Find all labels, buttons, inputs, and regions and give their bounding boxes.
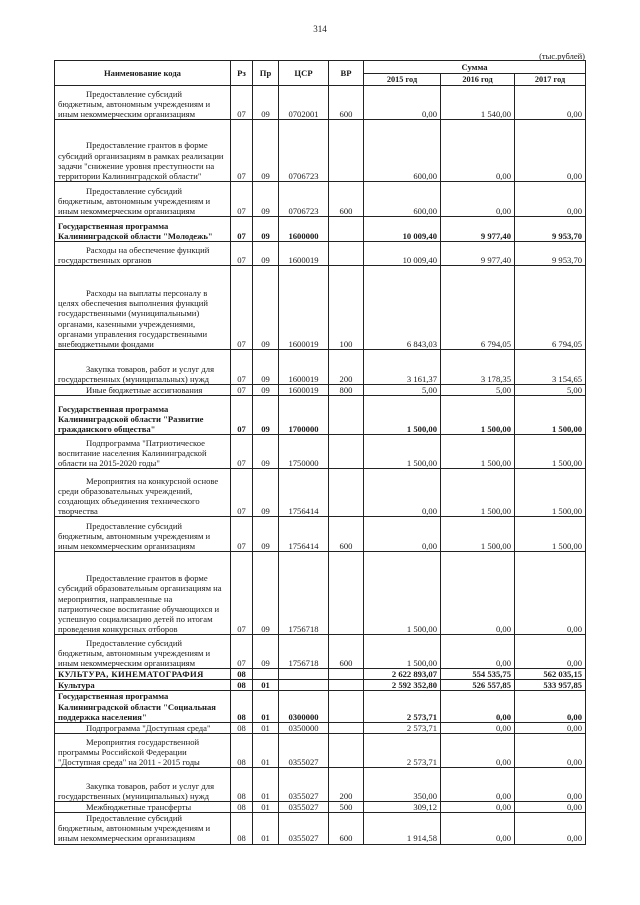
cell-vr: [329, 733, 364, 767]
cell-name: Закупка товаров, работ и услуг для государственных (муниципальных) нужд: [55, 350, 231, 385]
cell-pr: 09: [253, 120, 279, 182]
table-row: [55, 350, 586, 385]
cell-rz: 07: [231, 242, 253, 266]
cell-y2016: 526 557,85: [441, 680, 515, 691]
header-rz: Рз: [231, 61, 253, 86]
cell-csr: 1756718: [279, 552, 329, 635]
cell-y2016: 0,00: [441, 722, 515, 733]
cell-y2017: 1 500,00: [515, 396, 586, 435]
cell-pr: 09: [253, 435, 279, 469]
cell-y2017: 9 953,70: [515, 217, 586, 242]
cell-rz: 07: [231, 635, 253, 669]
cell-name: Предоставление грантов в форме субсидий организациям в рамках реализации задачи "снижение уровня преступности на территории Калининградской области": [55, 120, 231, 182]
header-2017: 2017 год: [515, 74, 586, 86]
cell-y2015: 0,00: [364, 517, 441, 552]
cell-rz: 08: [231, 691, 253, 722]
header-vr: ВР: [329, 61, 364, 86]
cell-vr: [329, 217, 364, 242]
cell-vr: [329, 691, 364, 722]
cell-pr: 01: [253, 767, 279, 801]
cell-y2017: 0,00: [515, 552, 586, 635]
cell-pr: 09: [253, 635, 279, 669]
cell-rz: 08: [231, 680, 253, 691]
cell-csr: 0355027: [279, 733, 329, 767]
cell-vr: [329, 680, 364, 691]
cell-name: Мероприятия на конкурсной основе среди образовательных учреждений, создающих объединения технического творчества: [55, 469, 231, 517]
cell-csr: 0706723: [279, 182, 329, 217]
cell-name: Мероприятия государственной программы Российской Федерации "Доступная среда" на 2011 - 2015 годы: [55, 733, 231, 767]
cell-vr: 600: [329, 635, 364, 669]
cell-csr: 1750000: [279, 435, 329, 469]
cell-y2016: 0,00: [441, 635, 515, 669]
cell-y2015: 5,00: [364, 385, 441, 396]
cell-vr: [329, 469, 364, 517]
cell-name: Государственная программа Калининградской области "Молодежь": [55, 217, 231, 242]
cell-pr: 09: [253, 86, 279, 120]
cell-vr: [329, 722, 364, 733]
cell-pr: 09: [253, 517, 279, 552]
cell-rz: 08: [231, 733, 253, 767]
cell-y2016: 0,00: [441, 182, 515, 217]
cell-y2016: 3 178,35: [441, 350, 515, 385]
cell-vr: 600: [329, 86, 364, 120]
cell-name: Предоставление субсидий бюджетным, автономным учреждениям и иным некоммерческим организациям: [55, 517, 231, 552]
cell-name: Государственная программа Калининградской области "Социальная поддержка населения": [55, 691, 231, 722]
table-row: [55, 217, 586, 242]
table-row: [55, 552, 586, 635]
table-row: [55, 767, 586, 801]
cell-y2015: 2 622 893,07: [364, 669, 441, 680]
table-row: [55, 691, 586, 722]
cell-y2015: 2 573,71: [364, 733, 441, 767]
cell-pr: 01: [253, 691, 279, 722]
cell-vr: [329, 120, 364, 182]
cell-pr: 01: [253, 813, 279, 844]
cell-csr: 0300000: [279, 691, 329, 722]
cell-name: Предоставление субсидий бюджетным, автономным учреждениям и иным некоммерческим организациям: [55, 635, 231, 669]
cell-y2017: 6 794,05: [515, 266, 586, 350]
cell-csr: 1600019: [279, 350, 329, 385]
header-name: Наименование кода: [55, 61, 231, 86]
cell-csr: 1756718: [279, 635, 329, 669]
cell-vr: 100: [329, 266, 364, 350]
cell-name: Подпрограмма "Патриотическое воспитание населения Калининградской области на 2015-2020 годы": [55, 435, 231, 469]
cell-y2016: 0,00: [441, 801, 515, 812]
cell-csr: 1600000: [279, 217, 329, 242]
cell-y2016: 1 500,00: [441, 517, 515, 552]
cell-y2015: 600,00: [364, 182, 441, 217]
cell-y2016: 6 794,05: [441, 266, 515, 350]
cell-pr: 01: [253, 680, 279, 691]
cell-y2017: 533 957,85: [515, 680, 586, 691]
cell-pr: 09: [253, 385, 279, 396]
cell-pr: 09: [253, 396, 279, 435]
table-row: [55, 86, 586, 120]
cell-y2016: 0,00: [441, 552, 515, 635]
header-2015: 2015 год: [364, 74, 441, 86]
cell-y2015: 10 009,40: [364, 217, 441, 242]
cell-csr: 0355027: [279, 767, 329, 801]
cell-y2017: 1 500,00: [515, 469, 586, 517]
header-sum: Сумма: [364, 61, 586, 74]
cell-rz: 07: [231, 217, 253, 242]
cell-rz: 07: [231, 396, 253, 435]
cell-csr: 1600019: [279, 385, 329, 396]
cell-y2016: 9 977,40: [441, 217, 515, 242]
cell-y2015: 1 500,00: [364, 552, 441, 635]
cell-y2015: 0,00: [364, 86, 441, 120]
cell-y2017: 0,00: [515, 86, 586, 120]
table-row: [55, 517, 586, 552]
cell-vr: [329, 435, 364, 469]
cell-y2015: 1 914,58: [364, 813, 441, 844]
cell-y2017: 0,00: [515, 733, 586, 767]
cell-y2017: 0,00: [515, 691, 586, 722]
table-row: [55, 396, 586, 435]
cell-name: Предоставление субсидий бюджетным, автономным учреждениям и иным некоммерческим организациям: [55, 182, 231, 217]
cell-y2017: 0,00: [515, 801, 586, 812]
cell-y2017: 3 154,65: [515, 350, 586, 385]
cell-rz: 07: [231, 182, 253, 217]
cell-y2017: 0,00: [515, 182, 586, 217]
table-row: [55, 813, 586, 844]
cell-pr: 09: [253, 266, 279, 350]
cell-name: Иные бюджетные ассигнования: [55, 385, 231, 396]
header-pr: Пр: [253, 61, 279, 86]
table-row: [55, 120, 586, 182]
cell-name: Государственная программа Калининградской области "Развитие гражданского общества": [55, 396, 231, 435]
table-row: [55, 680, 586, 691]
cell-y2016: 9 977,40: [441, 242, 515, 266]
table-row: [55, 469, 586, 517]
cell-vr: 600: [329, 182, 364, 217]
cell-y2016: 0,00: [441, 120, 515, 182]
cell-pr: 01: [253, 801, 279, 812]
cell-vr: 500: [329, 801, 364, 812]
cell-y2016: 1 500,00: [441, 469, 515, 517]
cell-y2015: 1 500,00: [364, 635, 441, 669]
cell-rz: 07: [231, 385, 253, 396]
cell-y2015: 2 592 352,80: [364, 680, 441, 691]
cell-name: Культура: [55, 680, 231, 691]
table-row: [55, 266, 586, 350]
cell-y2017: 1 500,00: [515, 435, 586, 469]
cell-rz: 07: [231, 86, 253, 120]
cell-y2017: 0,00: [515, 120, 586, 182]
cell-csr: 0702001: [279, 86, 329, 120]
cell-name: Межбюджетные трансферты: [55, 801, 231, 812]
cell-pr: 01: [253, 722, 279, 733]
cell-y2016: 1 500,00: [441, 435, 515, 469]
table-row: [55, 385, 586, 396]
cell-rz: 07: [231, 517, 253, 552]
cell-y2016: 0,00: [441, 767, 515, 801]
cell-y2017: 0,00: [515, 635, 586, 669]
cell-y2016: 554 535,75: [441, 669, 515, 680]
cell-rz: 08: [231, 801, 253, 812]
cell-rz: 08: [231, 767, 253, 801]
cell-pr: 09: [253, 242, 279, 266]
cell-csr: 1756414: [279, 469, 329, 517]
cell-y2015: 2 573,71: [364, 691, 441, 722]
cell-y2016: 0,00: [441, 733, 515, 767]
cell-rz: 07: [231, 350, 253, 385]
table-row: [55, 669, 586, 680]
cell-y2017: 562 035,15: [515, 669, 586, 680]
cell-pr: 09: [253, 552, 279, 635]
table-row: [55, 182, 586, 217]
table-row: [55, 801, 586, 812]
cell-name: Расходы на выплаты персоналу в целях обеспечения выполнения функций государственными (муниципальными) органами, казенными учреждениями, органами управления государственными внебюджетными фондами: [55, 266, 231, 350]
cell-rz: 07: [231, 266, 253, 350]
cell-name: Предоставление субсидий бюджетным, автономным учреждениям и иным некоммерческим организациям: [55, 813, 231, 844]
cell-vr: 200: [329, 767, 364, 801]
cell-csr: [279, 680, 329, 691]
table-row: [55, 242, 586, 266]
cell-vr: 800: [329, 385, 364, 396]
cell-pr: 01: [253, 733, 279, 767]
cell-pr: 09: [253, 350, 279, 385]
cell-name: Закупка товаров, работ и услуг для государственных (муниципальных) нужд: [55, 767, 231, 801]
cell-vr: [329, 669, 364, 680]
page-number: 314: [313, 24, 327, 34]
cell-y2015: 1 500,00: [364, 435, 441, 469]
cell-y2017: 0,00: [515, 722, 586, 733]
cell-y2017: 0,00: [515, 767, 586, 801]
cell-y2017: 9 953,70: [515, 242, 586, 266]
header-csr: ЦСР: [279, 61, 329, 86]
units-label: (тыс.рублей): [539, 51, 585, 61]
cell-csr: 0706723: [279, 120, 329, 182]
cell-csr: 1756414: [279, 517, 329, 552]
cell-vr: [329, 552, 364, 635]
cell-y2015: 350,00: [364, 767, 441, 801]
cell-pr: 09: [253, 182, 279, 217]
cell-pr: 09: [253, 469, 279, 517]
cell-y2015: 1 500,00: [364, 396, 441, 435]
cell-y2016: 0,00: [441, 691, 515, 722]
cell-y2017: 1 500,00: [515, 517, 586, 552]
header-2016: 2016 год: [441, 74, 515, 86]
cell-csr: 1600019: [279, 242, 329, 266]
cell-rz: 08: [231, 669, 253, 680]
cell-vr: 600: [329, 517, 364, 552]
cell-csr: [279, 669, 329, 680]
cell-name: Предоставление грантов в форме субсидий образовательным организациям на мероприятия, направленные на патриотическое воспитание обучающихся и успешную социализацию детей по итогам проведения конкурсных отборов: [55, 552, 231, 635]
cell-name: Расходы на обеспечение функций государственных органов: [55, 242, 231, 266]
cell-y2017: 5,00: [515, 385, 586, 396]
cell-vr: 600: [329, 813, 364, 844]
cell-y2015: 0,00: [364, 469, 441, 517]
table-row: [55, 733, 586, 767]
cell-y2015: 309,12: [364, 801, 441, 812]
cell-rz: 07: [231, 120, 253, 182]
cell-y2016: 1 540,00: [441, 86, 515, 120]
cell-pr: 09: [253, 217, 279, 242]
table-row: [55, 635, 586, 669]
cell-y2016: 5,00: [441, 385, 515, 396]
cell-vr: [329, 242, 364, 266]
cell-y2016: 1 500,00: [441, 396, 515, 435]
cell-csr: 0350000: [279, 722, 329, 733]
cell-rz: 07: [231, 469, 253, 517]
cell-y2015: 3 161,37: [364, 350, 441, 385]
cell-y2016: 0,00: [441, 813, 515, 844]
cell-vr: [329, 396, 364, 435]
cell-name: Подпрограмма "Доступная среда": [55, 722, 231, 733]
cell-rz: 08: [231, 813, 253, 844]
cell-rz: 08: [231, 722, 253, 733]
cell-csr: 0355027: [279, 801, 329, 812]
cell-y2015: 6 843,03: [364, 266, 441, 350]
cell-name: КУЛЬТУРА, КИНЕМАТОГРАФИЯ: [55, 669, 231, 680]
cell-rz: 07: [231, 435, 253, 469]
cell-vr: 200: [329, 350, 364, 385]
cell-y2017: 0,00: [515, 813, 586, 844]
table-row: [55, 722, 586, 733]
cell-y2015: 10 009,40: [364, 242, 441, 266]
cell-pr: [253, 669, 279, 680]
cell-y2015: 600,00: [364, 120, 441, 182]
cell-name: Предоставление субсидий бюджетным, автономным учреждениям и иным некоммерческим организациям: [55, 86, 231, 120]
table-row: [55, 435, 586, 469]
cell-csr: 0355027: [279, 813, 329, 844]
budget-table: [54, 60, 586, 845]
cell-csr: 1600019: [279, 266, 329, 350]
cell-y2015: 2 573,71: [364, 722, 441, 733]
cell-rz: 07: [231, 552, 253, 635]
cell-csr: 1700000: [279, 396, 329, 435]
